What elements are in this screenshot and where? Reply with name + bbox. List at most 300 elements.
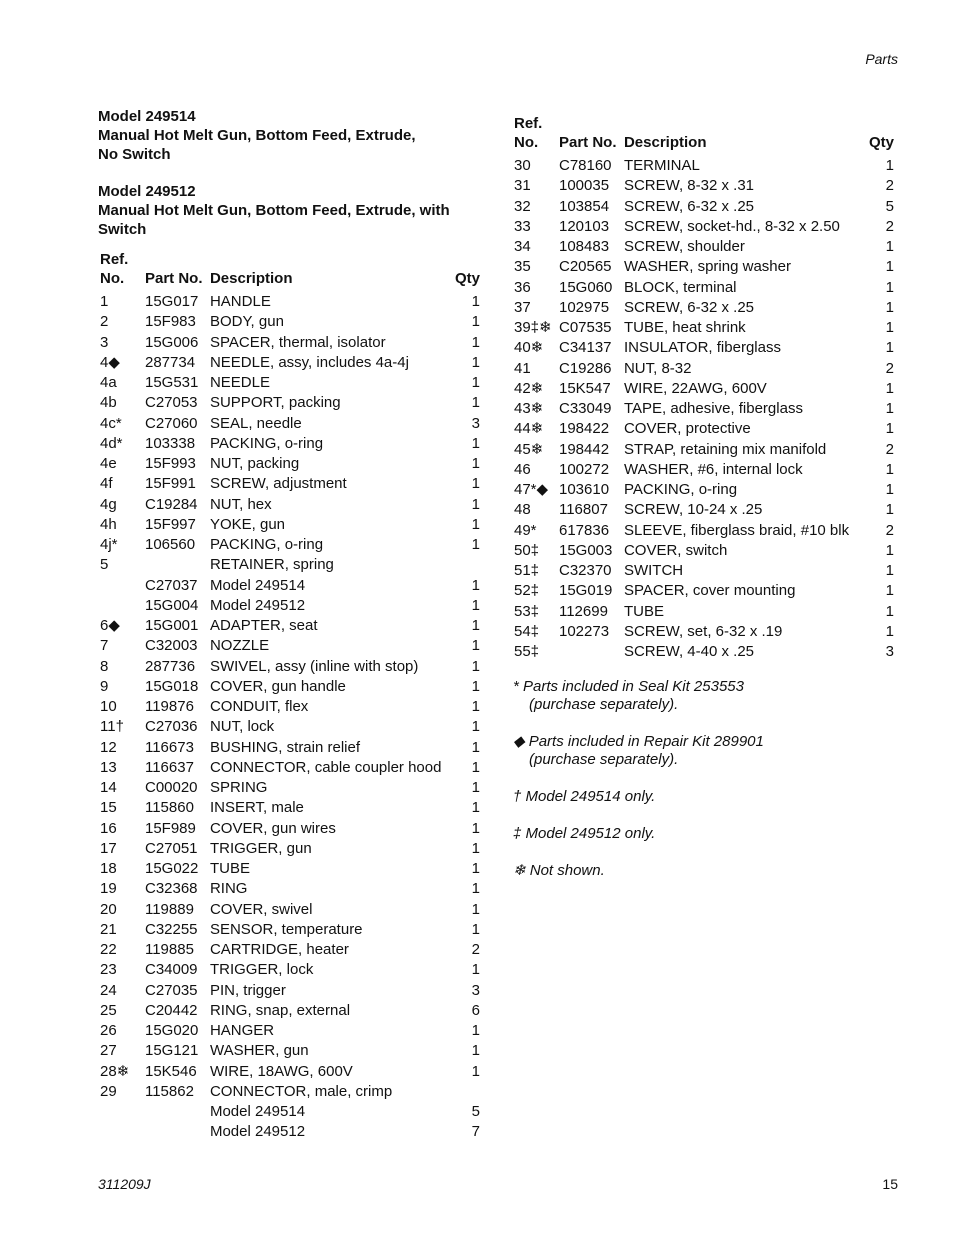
- table-row: [514, 318, 894, 338]
- ref-number: 48: [514, 501, 531, 519]
- description: CONNECTOR, cable coupler hood: [209, 758, 442, 776]
- quantity: 1: [471, 313, 480, 331]
- description: TUBE, heat shrink: [623, 319, 746, 337]
- ref-number: 4g: [100, 495, 117, 513]
- table-row: [100, 373, 480, 393]
- part-number: 100035: [558, 177, 610, 195]
- description: TUBE: [623, 602, 664, 620]
- quantity: 1: [885, 420, 894, 438]
- part-number: 287734: [144, 353, 196, 371]
- description: SCREW, socket-hd., 8-32 x 2.50: [623, 217, 840, 235]
- part-number: 108483: [558, 238, 610, 256]
- table-row: [100, 1122, 480, 1142]
- part-number: 15G001: [144, 617, 199, 635]
- table-row: [514, 217, 894, 237]
- quantity: 1: [885, 298, 894, 316]
- description: PIN, trigger: [209, 981, 286, 999]
- description: WASHER, #6, internal lock: [623, 460, 803, 478]
- part-number: [145, 1122, 210, 1142]
- quantity: 2: [471, 941, 480, 959]
- quantity: 1: [471, 860, 480, 878]
- table-row: [100, 312, 480, 332]
- description: BUSHING, strain relief: [209, 738, 361, 756]
- quantity: 1: [471, 515, 480, 533]
- quantity: 1: [471, 576, 480, 594]
- ref-number: 34: [514, 238, 531, 256]
- part-number: C27037: [144, 576, 198, 594]
- part-number: C07535: [558, 319, 612, 337]
- quantity: 1: [885, 258, 894, 276]
- description-header: Description: [623, 134, 707, 151]
- ref-number: 43❄: [514, 400, 544, 418]
- ref-number: 4h: [100, 515, 117, 533]
- table-row: [514, 156, 894, 176]
- model-title: Model 249514: [98, 108, 196, 125]
- ref-number: 41: [514, 359, 531, 377]
- ref-number: 19: [100, 880, 117, 898]
- table-header-row: [100, 250, 480, 292]
- part-number: [559, 642, 624, 662]
- table-row: [100, 535, 480, 555]
- part-number: C19284: [144, 495, 198, 513]
- ref-number: 4d*: [100, 434, 123, 452]
- description: Model 249512: [209, 596, 306, 614]
- description-header: Description: [209, 270, 293, 287]
- description: RING: [209, 880, 248, 898]
- description: NEEDLE, assy, includes 4a-4j: [209, 353, 409, 371]
- part-number: 15F993: [144, 455, 196, 473]
- part-number: 102975: [558, 298, 610, 316]
- description: Model 249514: [209, 576, 306, 594]
- parts-table-right: [514, 114, 894, 662]
- table-row: [100, 434, 480, 454]
- model-description: Manual Hot Melt Gun, Bottom Feed, Extrude,: [98, 127, 416, 144]
- part-number: 119885: [144, 941, 194, 959]
- quantity: 6: [471, 1001, 480, 1019]
- table-row: [100, 333, 480, 353]
- table-row: [100, 414, 480, 434]
- quantity: [455, 555, 480, 575]
- model-description: Switch: [98, 221, 147, 238]
- ref-number: 4c*: [100, 414, 122, 432]
- quantity: 5: [471, 1103, 480, 1121]
- table-row: [514, 460, 894, 480]
- description: Model 249512: [209, 1123, 306, 1141]
- quantity: 1: [885, 400, 894, 418]
- ref-number: 50‡: [514, 541, 540, 559]
- table-row: [100, 819, 480, 839]
- table-row: [514, 440, 894, 460]
- quantity: 1: [471, 455, 480, 473]
- quantity: 1: [471, 779, 480, 797]
- description: NEEDLE: [209, 374, 270, 392]
- quantity: 1: [471, 880, 480, 898]
- description: SLEEVE, fiberglass braid, #10 blk: [623, 521, 850, 539]
- description: ADAPTER, seat: [209, 617, 318, 635]
- part-number: 15G004: [144, 596, 199, 614]
- footnotes: [513, 678, 893, 899]
- model-block: [98, 107, 498, 164]
- description: WIRE, 18AWG, 600V: [209, 1062, 353, 1080]
- description: SCREW, 6-32 x .25: [623, 298, 755, 316]
- description: BODY, gun: [209, 313, 284, 331]
- table-row: [100, 960, 480, 980]
- description: SWITCH: [623, 562, 684, 580]
- table-row: [100, 697, 480, 717]
- quantity: 1: [471, 637, 480, 655]
- model-description: Manual Hot Melt Gun, Bottom Feed, Extrude, with: [98, 202, 450, 219]
- ref-number: 10: [100, 698, 117, 716]
- quantity: 1: [471, 1062, 480, 1080]
- quantity: 5: [885, 197, 894, 215]
- table-row: [514, 257, 894, 277]
- table-row: [100, 981, 480, 1001]
- description: HANGER: [209, 1022, 275, 1040]
- ref-number: 31: [514, 177, 531, 195]
- quantity: 2: [885, 217, 894, 235]
- ref-number: 44❄: [514, 420, 544, 438]
- table-row: [100, 1102, 480, 1122]
- model-description: No Switch: [98, 146, 171, 163]
- quantity: 1: [471, 394, 480, 412]
- table-row: [100, 798, 480, 818]
- quantity: 2: [885, 521, 894, 539]
- description: WIRE, 22AWG, 600V: [623, 379, 767, 397]
- part-number: 15G019: [558, 582, 613, 600]
- description: SPACER, thermal, isolator: [209, 333, 386, 351]
- table-row: [100, 657, 480, 677]
- table-header-row: [514, 114, 894, 156]
- table-row: [514, 561, 894, 581]
- description: CARTRIDGE, heater: [209, 941, 349, 959]
- part-number: 115860: [144, 799, 194, 817]
- description: SEAL, needle: [209, 414, 302, 432]
- ref-number: 55‡: [514, 643, 540, 661]
- table-row: [514, 480, 894, 500]
- part-number: 15G018: [144, 677, 199, 695]
- description: YOKE, gun: [209, 515, 286, 533]
- description: COVER, gun wires: [209, 819, 336, 837]
- ref-number: 49*: [514, 521, 537, 539]
- table-row: [100, 474, 480, 494]
- ref-number: 33: [514, 217, 531, 235]
- table-row: [514, 359, 894, 379]
- description: SCREW, 10-24 x .25: [623, 501, 763, 519]
- table-row: [100, 1001, 480, 1021]
- ref-header: Ref. No.: [514, 115, 543, 151]
- quantity: 1: [471, 434, 480, 452]
- page-number: 15: [882, 1176, 898, 1192]
- quantity: 1: [885, 278, 894, 296]
- quantity: 1: [471, 698, 480, 716]
- ref-number: 28❄: [100, 1062, 130, 1080]
- description: NOZZLE: [209, 637, 270, 655]
- description: TAPE, adhesive, fiberglass: [623, 400, 803, 418]
- quantity: 1: [471, 536, 480, 554]
- quantity: 1: [471, 495, 480, 513]
- quantity: 1: [471, 819, 480, 837]
- quantity: 1: [471, 920, 480, 938]
- quantity: 1: [471, 353, 480, 371]
- table-row: [514, 521, 894, 541]
- table-row: [100, 454, 480, 474]
- table-row: [100, 900, 480, 920]
- table-row: [100, 636, 480, 656]
- description: BLOCK, terminal: [623, 278, 737, 296]
- part-number: 103610: [558, 481, 610, 499]
- table-row: [100, 1062, 480, 1082]
- quantity: 1: [885, 501, 894, 519]
- ref-number: 27: [100, 1042, 117, 1060]
- part-number: C32370: [558, 562, 612, 580]
- ref-number: 46: [514, 460, 531, 478]
- quantity: 1: [471, 1022, 480, 1040]
- part-header: Part No.: [144, 270, 203, 287]
- table-row: [100, 1082, 480, 1102]
- description: SCREW, 6-32 x .25: [623, 197, 755, 215]
- quantity: 1: [885, 481, 894, 499]
- description: TERMINAL: [623, 157, 700, 175]
- quantity: 1: [885, 622, 894, 640]
- table-row: [514, 419, 894, 439]
- model-title: Model 249512: [98, 183, 196, 200]
- quantity: [455, 1082, 480, 1102]
- quantity: 1: [471, 617, 480, 635]
- ref-number: 14: [100, 779, 117, 797]
- ref-number: 35: [514, 258, 531, 276]
- ref-number: 37: [514, 298, 531, 316]
- ref-number: 2: [100, 313, 109, 331]
- description: SENSOR, temperature: [209, 920, 363, 938]
- table-row: [100, 839, 480, 859]
- part-number: 102273: [558, 622, 610, 640]
- description: COVER, gun handle: [209, 677, 346, 695]
- ref-number: 9: [100, 677, 109, 695]
- ref-number: 8: [100, 657, 109, 675]
- description: SCREW, adjustment: [209, 475, 347, 493]
- footnote: ◆ Parts included in Repair Kit 289901 (purchase separately).: [513, 733, 764, 768]
- part-number: 15F991: [144, 475, 196, 493]
- description: INSULATOR, fiberglass: [623, 339, 781, 357]
- table-row: [514, 338, 894, 358]
- part-number: 103338: [144, 434, 196, 452]
- quantity: 1: [885, 238, 894, 256]
- ref-number: 18: [100, 860, 117, 878]
- qty-header: Qty: [454, 270, 480, 287]
- ref-number: 36: [514, 278, 531, 296]
- table-row: [100, 859, 480, 879]
- part-number: C00020: [144, 779, 198, 797]
- description: COVER, swivel: [209, 900, 313, 918]
- part-header: Part No.: [558, 134, 617, 151]
- footnote: † Model 249514 only.: [513, 788, 656, 805]
- part-number: C27035: [144, 981, 198, 999]
- description: WASHER, spring washer: [623, 258, 791, 276]
- description: TRIGGER, lock: [209, 961, 314, 979]
- quantity: 1: [885, 541, 894, 559]
- table-row: [100, 515, 480, 535]
- quantity: 1: [471, 596, 480, 614]
- description: PACKING, o-ring: [209, 536, 324, 554]
- description: CONNECTOR, male, crimp: [209, 1082, 393, 1100]
- description: RING, snap, external: [209, 1001, 351, 1019]
- table-row: [100, 353, 480, 373]
- ref-number: 17: [100, 839, 117, 857]
- quantity: 1: [885, 582, 894, 600]
- quantity: 1: [471, 657, 480, 675]
- ref-number: 6◆: [100, 617, 120, 635]
- ref-number: 24: [100, 981, 117, 999]
- table-row: [514, 581, 894, 601]
- table-row: [100, 292, 480, 312]
- ref-number: 45❄: [514, 440, 544, 458]
- quantity: 1: [885, 379, 894, 397]
- part-number: 120103: [558, 217, 610, 235]
- description: TRIGGER, gun: [209, 839, 312, 857]
- section-title: Parts: [865, 51, 898, 67]
- part-number: C20565: [558, 258, 612, 276]
- table-row: [100, 1041, 480, 1061]
- table-row: [514, 237, 894, 257]
- description: HANDLE: [209, 293, 271, 311]
- ref-number: 40❄: [514, 339, 544, 357]
- description: NUT, hex: [209, 495, 272, 513]
- ref-number: 20: [100, 900, 117, 918]
- table-row: [514, 622, 894, 642]
- table-row: [100, 576, 480, 596]
- description: NUT, lock: [209, 718, 275, 736]
- ref-number: 7: [100, 637, 109, 655]
- ref-number: 11†: [100, 718, 124, 736]
- table-row: [100, 596, 480, 616]
- part-number: 15G006: [144, 333, 199, 351]
- part-number: C32368: [144, 880, 198, 898]
- part-number: C78160: [558, 157, 612, 175]
- quantity: 1: [885, 339, 894, 357]
- qty-header: Qty: [868, 134, 894, 151]
- footnote: ❄ Not shown.: [513, 862, 605, 879]
- ref-number: 12: [100, 738, 117, 756]
- ref-number: 26: [100, 1022, 117, 1040]
- ref-number: 13: [100, 758, 117, 776]
- part-number: 116637: [144, 758, 194, 776]
- part-number: 116807: [558, 501, 608, 519]
- part-number: 119889: [144, 900, 194, 918]
- parts-table-left: [100, 250, 480, 1143]
- models-heading: [98, 107, 498, 239]
- part-number: 15G531: [144, 374, 199, 392]
- part-number: 106560: [144, 536, 196, 554]
- ref-number: 52‡: [514, 582, 540, 600]
- description: NUT, 8-32: [623, 359, 692, 377]
- quantity: 1: [471, 738, 480, 756]
- description: WASHER, gun: [209, 1042, 309, 1060]
- quantity: 1: [885, 602, 894, 620]
- quantity: 1: [471, 475, 480, 493]
- description: NUT, packing: [209, 455, 300, 473]
- footnote: ‡ Model 249512 only.: [513, 825, 656, 842]
- quantity: 2: [885, 440, 894, 458]
- part-number: C27053: [144, 394, 198, 412]
- ref-number: 22: [100, 941, 117, 959]
- quantity: 3: [471, 981, 480, 999]
- ref-number: 15: [100, 799, 117, 817]
- quantity: 2: [885, 177, 894, 195]
- table-row: [514, 541, 894, 561]
- table-row: [100, 738, 480, 758]
- table-row: [100, 616, 480, 636]
- table-row: [514, 500, 894, 520]
- table-row: [100, 758, 480, 778]
- ref-number: 4f: [100, 475, 113, 493]
- part-number: 15G022: [144, 860, 199, 878]
- ref-header: Ref. No.: [100, 251, 129, 287]
- part-number: 15G017: [144, 293, 199, 311]
- description: PACKING, o-ring: [623, 481, 738, 499]
- ref-number: 29: [100, 1082, 117, 1100]
- ref-number: 32: [514, 197, 531, 215]
- quantity: 3: [471, 414, 480, 432]
- ref-number: 25: [100, 1001, 117, 1019]
- part-number: 15G060: [558, 278, 613, 296]
- ref-number: [100, 1102, 145, 1122]
- part-number: 617836: [558, 521, 610, 539]
- quantity: 1: [471, 1042, 480, 1060]
- part-number: 198422: [558, 420, 610, 438]
- part-number: C19286: [558, 359, 612, 377]
- table-row: [100, 393, 480, 413]
- description: SWIVEL, assy (inline with stop): [209, 657, 419, 675]
- description: TUBE: [209, 860, 250, 878]
- table-row: [100, 677, 480, 697]
- ref-number: 4◆: [100, 353, 120, 371]
- ref-number: [100, 576, 145, 596]
- ref-number: 30: [514, 157, 531, 175]
- quantity: 7: [471, 1123, 480, 1141]
- ref-number: 3: [100, 333, 109, 351]
- part-number: C34009: [144, 961, 198, 979]
- part-number: C32003: [144, 637, 198, 655]
- part-number: 119876: [144, 698, 194, 716]
- description: RETAINER, spring: [209, 556, 334, 574]
- description: INSERT, male: [209, 799, 304, 817]
- ref-number: 4a: [100, 374, 117, 392]
- quantity: 1: [885, 157, 894, 175]
- table-row: [514, 602, 894, 622]
- quantity: 1: [471, 839, 480, 857]
- ref-number: 51‡: [514, 562, 540, 580]
- part-number: 112699: [558, 602, 608, 620]
- ref-number: 1: [100, 293, 109, 311]
- part-number: 116673: [144, 738, 194, 756]
- description: SCREW, 8-32 x .31: [623, 177, 755, 195]
- ref-number: [100, 1122, 145, 1142]
- quantity: 1: [885, 562, 894, 580]
- table-row: [514, 642, 894, 662]
- part-number: 15F997: [144, 515, 196, 533]
- quantity: 1: [471, 961, 480, 979]
- part-number: 15G121: [144, 1042, 199, 1060]
- table-row: [514, 176, 894, 196]
- model-block: [98, 182, 498, 239]
- part-number: 15G003: [558, 541, 613, 559]
- ref-number: 4b: [100, 394, 117, 412]
- description: CONDUIT, flex: [209, 698, 309, 716]
- description: SCREW, 4-40 x .25: [623, 643, 755, 661]
- quantity: 1: [471, 333, 480, 351]
- part-number: 15G020: [144, 1022, 199, 1040]
- description: Model 249514: [209, 1103, 306, 1121]
